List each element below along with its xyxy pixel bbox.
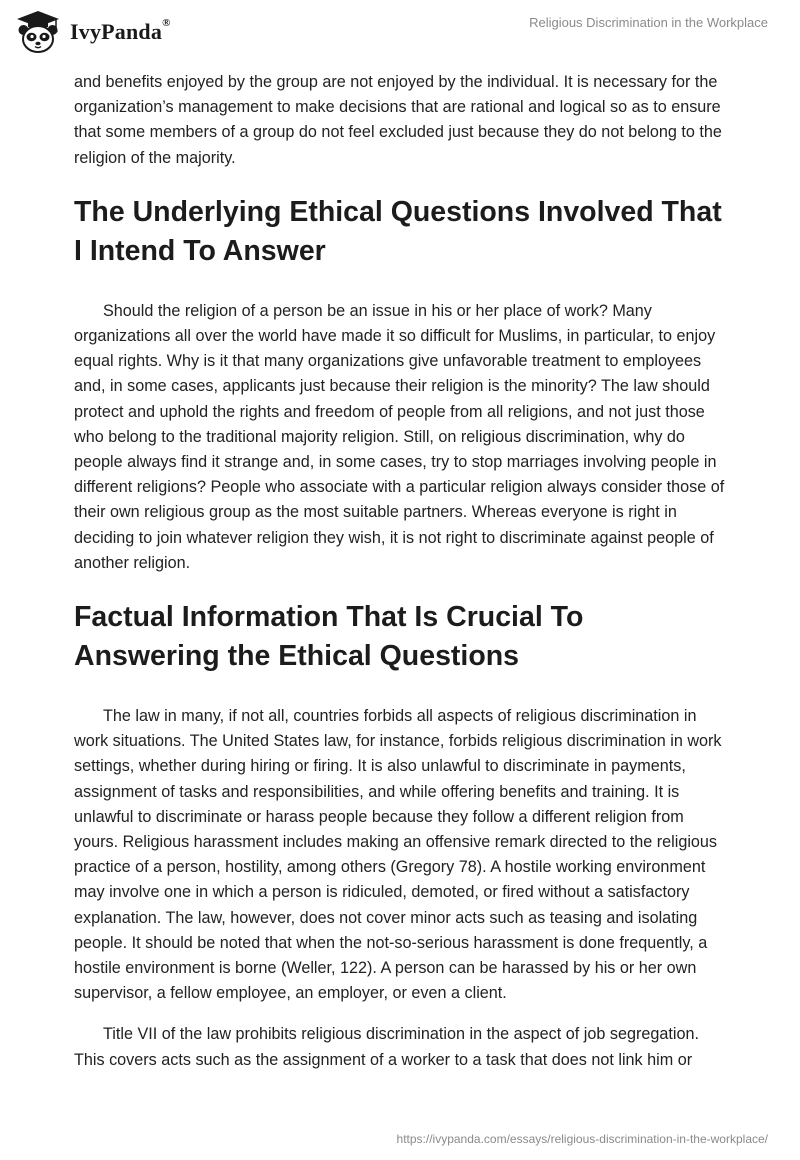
registered-mark: ® (162, 17, 171, 29)
paragraph-factual-information: The law in many, if not all, countries forbids all aspects of religious discrimination in work situations. The United States law, for instance, forbids religious discrimination in work settings, whether during hiring or firing. It is also unlawful to discriminate in payments, assignment of tasks and responsibilities, and while offering benefits and training. It is unlawful to discriminate or harass people because they follow a different religion from yours. Religious harassment includes making an offensive remark directed to the religious practice of a person, hostility, among others (Gregory 78). A hostile working environment may involve one in which a person is ridiculed, demoted, or fired without a satisfactory explanation. The law, however, does not cover minor acts such as teasing and isolating people. It should be noted that when the not-so-serious harassment is done frequently, a hostile environment is borne (Weller, 122). A person can be harassed by his or her own supervisor, a fellow employee, an employer, or even a client. (74, 707, 722, 1003)
essay-body (74, 70, 726, 1089)
ivypanda-logo[interactable] (14, 8, 171, 56)
source-url[interactable]: https://ivypanda.com/essays/religious-discrimination-in-the-workplace/ (396, 1132, 768, 1146)
page-header (0, 0, 800, 64)
paragraph-title-vii: Title VII of the law prohibits religious discrimination in the aspect of job segregation. This covers acts such as the assignment of a worker to a task that does not link him or (74, 1025, 699, 1069)
panda-graduate-icon (14, 8, 62, 56)
paragraph-ethical-questions: Should the religion of a person be an issue in his or her place of work? Many organizations all over the world have made it so difficult for Muslims, in particular, to enjoy equal rights. Why is it that many organizations give unfavorable treatment to employees and, in some cases, applicants just because their religion is the minority? The law should protect and uphold the rights and freedom of people from all religions, and not just those who belong to the traditional majority religion. Still, on religious discrimination, why do people always find it strange and, in some cases, try to stop marriages involving people in different religions? People who associate with a particular religion always consider those of their own religious group as the most suitable partners. Whereas everyone is right in deciding to join whatever religion they wish, it is not right to discriminate against people of another religion. (74, 301, 725, 572)
paragraph-continued: and benefits enjoyed by the group are not enjoyed by the individual. It is necessary for the organization’s management to make decisions that are rational and logical so as to ensure that some members of a group do not feel excluded just because they do not belong to the religion of the majority. (74, 73, 722, 167)
heading-ethical-questions: The Underlying Ethical Questions Involved That I Intend To Answer (74, 195, 722, 267)
heading-factual-information: Factual Information That Is Crucial To Answering the Ethical Questions (74, 601, 584, 673)
document-title: Religious Discrimination in the Workplace (529, 15, 768, 30)
brand-name: IvyPanda® (70, 17, 171, 44)
